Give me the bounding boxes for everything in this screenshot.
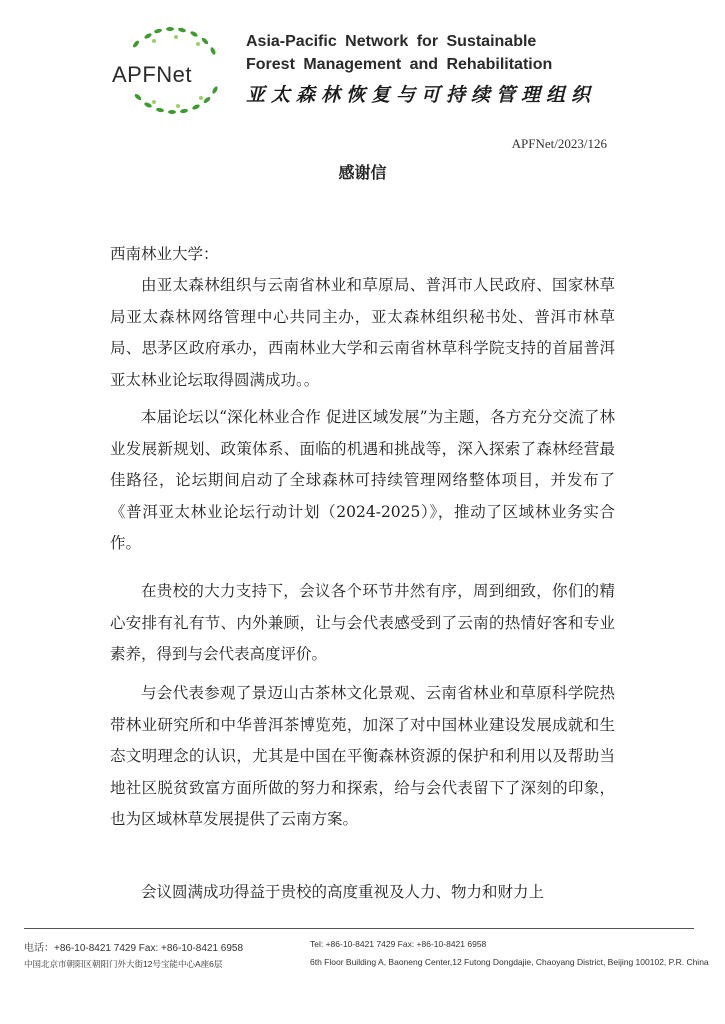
logo-wordmark: APFNet <box>112 62 193 87</box>
org-name-cn: 亚太森林恢复与可持续管理组织 <box>246 84 597 106</box>
footer-address-cn: 中国北京市朝阳区朝阳门外大街12号宝能中心A座6层 <box>24 959 223 969</box>
reference-number: APFNet/2023/126 <box>511 136 607 151</box>
footer-address-en: 6th Floor Building A, Baoneng Center,12 Futong Dongdajie, Chaoyang District, Beijing 100102, P.R. China <box>310 957 709 967</box>
paragraph: 由亚太森林组织与云南省林业和草原局、普洱市人民政府、国家林草局亚太森林网络管理中心共同主办，亚太森林组织秘书处、普洱市林草局、思茅区政府承办，西南林业大学和云南省林草科学院支持的首届普洱亚太林业论坛取得圆满成功。。 <box>110 276 615 389</box>
paragraph: 会议圆满成功得益于贵校的高度重视及人力、物力和财力上 <box>141 883 545 901</box>
letter-title: 感谢信 <box>338 163 387 182</box>
paragraph: 在贵校的大力支持下，会议各个环节井然有序，周到细致，你们的精心安排有礼有节、内外兼顾，让与会代表感受到了云南的热情好客和专业素养，得到与会代表高度评价。 <box>110 582 615 663</box>
paragraph: 与会代表参观了景迈山古茶林文化景观、云南省林业和草原科学院热带林业研究所和中华普洱茶博览苑，加深了对中国林业建设发展成就和生态文明理念的认识，尤其是中国在平衡森林资源的保护和利用以及帮助当地社区脱贫致富方面所做的努力和探索，给与会代表留下了深刻的印象，也为区域林草发展提供了云南方案。 <box>110 684 615 828</box>
footer-contact-cn: 电话：+86-10-8421 7429 Fax: +86-10-8421 6958 <box>24 943 244 954</box>
footer-divider <box>24 928 694 929</box>
paragraph: 本届论坛以“深化林业合作 促进区域发展”为主题，各方充分交流了林业发展新规划、政策体系、面临的机遇和挑战等，深入探索了森林经营最佳路径，论坛期间启动了全球森林可持续管理网络整体项目，并发布了《普洱亚太林业论坛行动计划（2024-2025）》，推动了区域林业务实合作。 <box>110 408 615 552</box>
footer-contact-en: Tel: +86-10-8421 7429 Fax: +86-10-8421 6958 <box>310 939 487 949</box>
apfnet-logo <box>108 22 238 122</box>
salutation: 西南林业大学： <box>110 245 219 263</box>
org-name-en-line1: Asia-Pacific Network for Sustainable <box>246 33 537 50</box>
org-name-en-line2: Forest Management and Rehabilitation <box>246 56 553 73</box>
